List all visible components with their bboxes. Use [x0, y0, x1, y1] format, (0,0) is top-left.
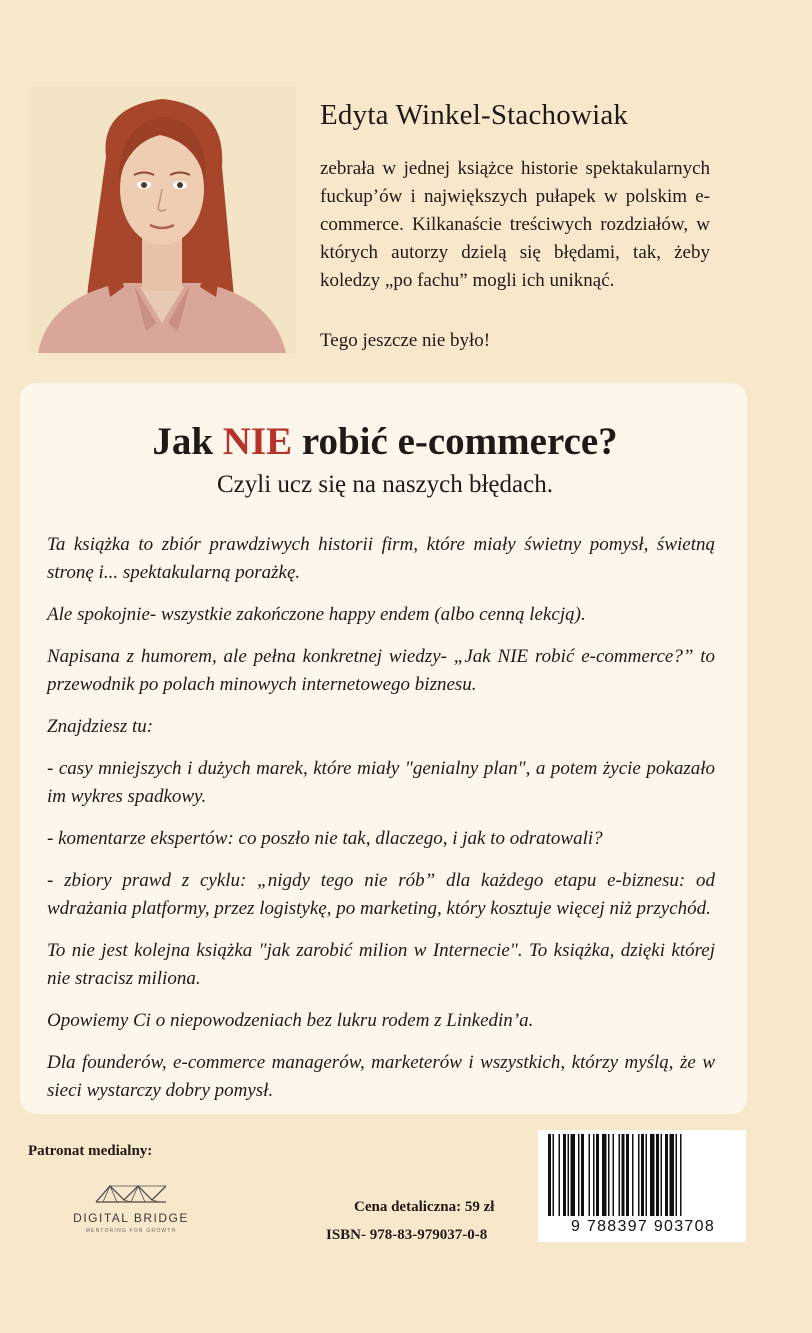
- barcode-bar: [608, 1134, 610, 1216]
- barcode-bar: [563, 1134, 566, 1216]
- title-part-2: robić e-commerce?: [292, 420, 618, 463]
- barcode-bar: [602, 1134, 607, 1216]
- barcode-bar: [665, 1134, 668, 1216]
- barcode-bar: [641, 1134, 644, 1216]
- barcode-bar: [568, 1134, 570, 1216]
- barcode-bar: [670, 1134, 675, 1216]
- barcode-digits: 9 788397 903708: [570, 1218, 716, 1235]
- media-patronage-label: Patronat medialny:: [28, 1143, 153, 1159]
- barcode-bar: [619, 1134, 621, 1216]
- barcode-bar: [559, 1134, 561, 1216]
- barcode-bar: [650, 1134, 655, 1216]
- paragraph: Napisana z humorem, ale pełna konkretnej wiedzy- „Jak NIE robić e-commerce?” to przewodnik po polach minowych internetowego biznesu.: [47, 646, 715, 695]
- barcode-bar: [548, 1134, 551, 1216]
- barcode-bar: [571, 1134, 576, 1216]
- paragraph: - zbiory prawd z cyklu: „nigdy tego nie rób” dla każdego etapu e-biznesu: od wdrażania platformy, przez logistykę, po marketing, który kosztuje więcej niż przychód.: [47, 870, 715, 919]
- retail-price: Cena detaliczna: 59 zł: [354, 1199, 495, 1215]
- logo-name: DIGITAL BRIDGE: [73, 1211, 189, 1225]
- paragraph: To nie jest kolejna książka "jak zarobić milion w Internecie". To książka, dzięki której nie stracisz miliona.: [47, 940, 715, 989]
- barcode-icon: [546, 1134, 740, 1218]
- barcode-bar: [626, 1134, 629, 1216]
- author-tagline: Tego jeszcze nie było!: [320, 330, 491, 351]
- barcode-bar: [553, 1134, 555, 1216]
- barcode-bar: [589, 1134, 591, 1216]
- barcode: [538, 1130, 746, 1242]
- barcode-bar: [656, 1134, 659, 1216]
- barcode-bar: [680, 1134, 682, 1216]
- isbn-number: ISBN- 978-83-979037-0-8: [326, 1227, 488, 1243]
- barcode-bar: [593, 1134, 595, 1216]
- logo-tagline: MENTORING FOR GROWTH: [85, 1228, 177, 1234]
- barcode-bar: [581, 1134, 584, 1216]
- barcode-bar: [613, 1134, 615, 1216]
- title-accent: NIE: [222, 420, 293, 463]
- author-portrait: [28, 87, 296, 353]
- barcode-bar: [676, 1134, 678, 1216]
- author-name: Edyta Winkel-Stachowiak: [320, 99, 629, 131]
- author-bio: zebrała w jednej książce historie spektakularnych fuckup’ów i największych pułapek w polskim e-commerce. Kilkanaście treściwych rozdziałów, w których autorzy dzielą się błędami, tak, żeby koledzy „po fachu” mogli ich uniknąć.: [320, 158, 710, 291]
- paragraph: Znajdziesz tu:: [47, 716, 154, 737]
- paragraph: Ta książka to zbiór prawdziwych historii firm, które miały świetny pomysł, świetną stronę i... spektakularną porażkę.: [47, 534, 715, 583]
- bridge-logo-icon: [94, 1180, 168, 1204]
- book-description: [47, 531, 715, 1119]
- barcode-bar: [632, 1134, 634, 1216]
- paragraph: Dla founderów, e-commerce managerów, marketerów i wszystkich, którzy myślą, że w sieci wystarczy dobry pomysł.: [47, 1052, 715, 1101]
- digital-bridge-logo: [66, 1180, 196, 1250]
- barcode-bar: [646, 1134, 648, 1216]
- paragraph: Opowiemy Ci o niepowodzeniach bez lukru rodem z Linkedin’a.: [47, 1010, 534, 1031]
- barcode-bar: [578, 1134, 580, 1216]
- paragraph: Ale spokojnie- wszystkie zakończone happy endem (albo cenną lekcją).: [47, 604, 586, 625]
- book-subtitle: Czyli ucz się na naszych błędach.: [217, 471, 553, 498]
- paragraph: - komentarze ekspertów: co poszło nie tak, dlaczego, i jak to odratowali?: [47, 828, 603, 849]
- barcode-bar: [661, 1134, 663, 1216]
- barcode-bar: [622, 1134, 625, 1216]
- paragraph: - casy mniejszych i dużych marek, które miały "genialny plan", a potem życie pokazało im wykres spadkowy.: [47, 758, 715, 807]
- barcode-bar: [596, 1134, 599, 1216]
- book-title: [0, 416, 770, 468]
- title-part-1: Jak: [152, 420, 223, 463]
- author-portrait-illustration: [28, 87, 296, 353]
- barcode-bar: [638, 1134, 640, 1216]
